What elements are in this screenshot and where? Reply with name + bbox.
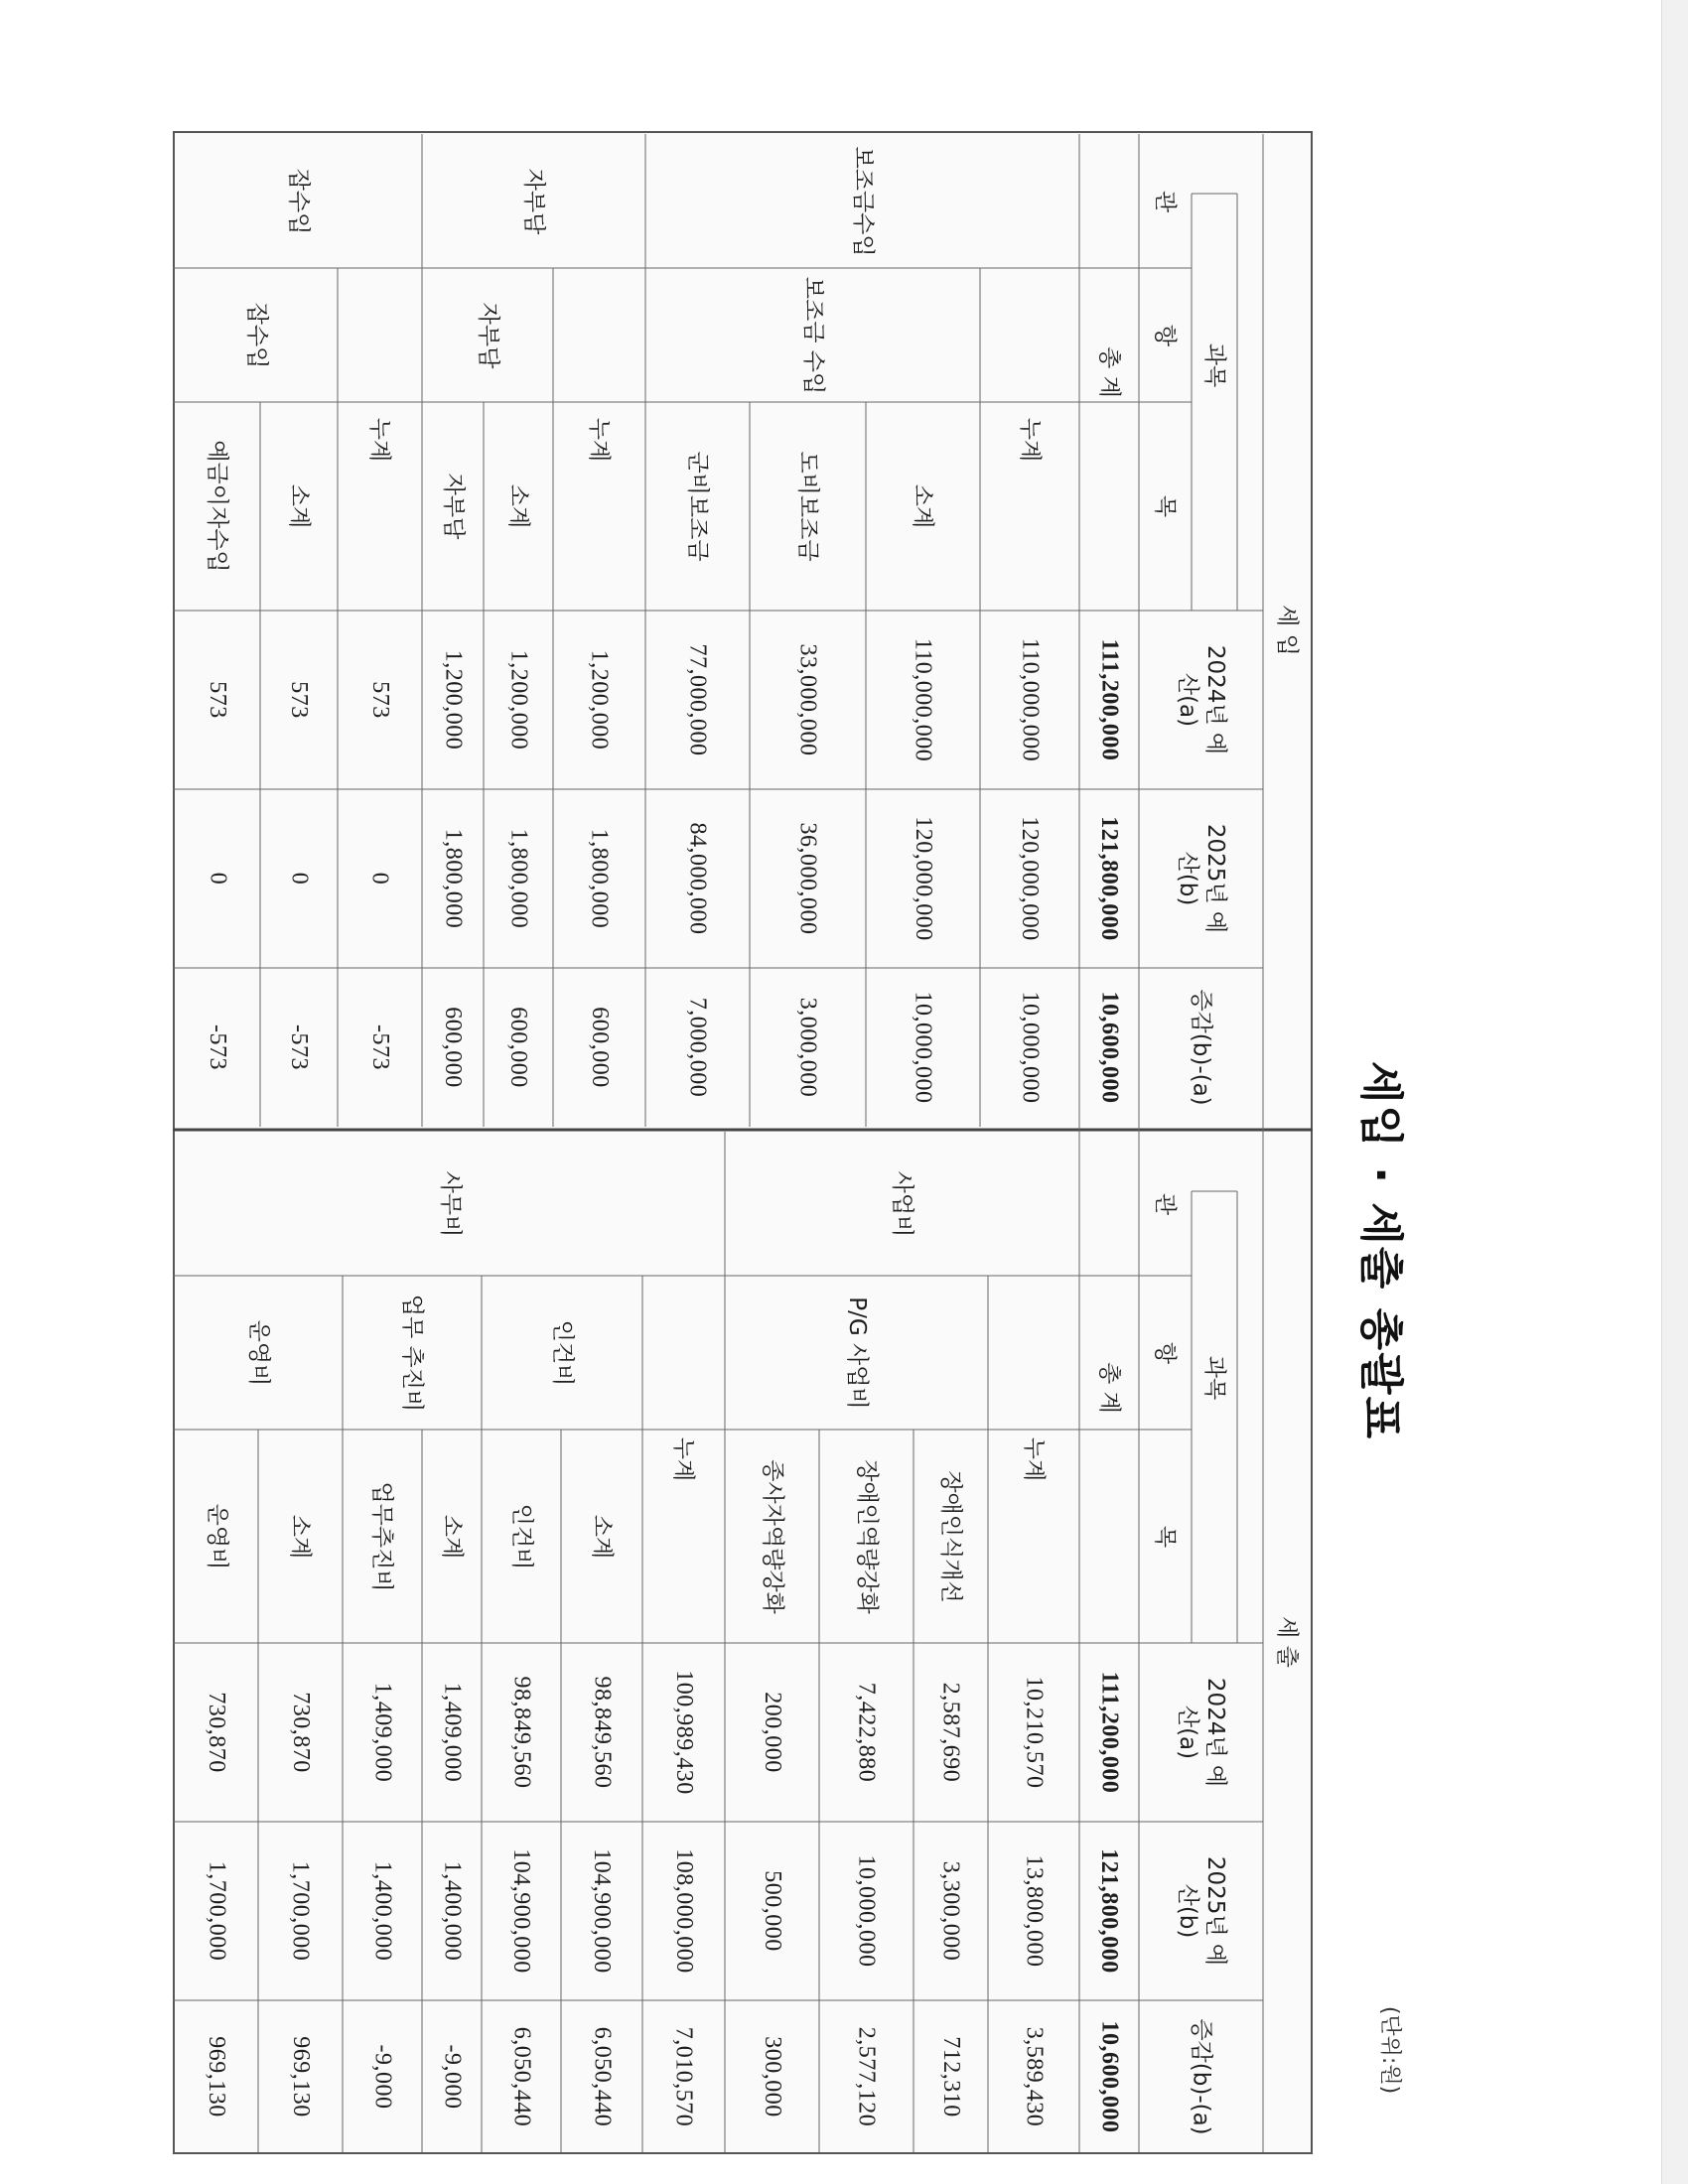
expenditure-item-2024: 98,849,560 [508,1676,534,1789]
revenue-subject-header: 과목 [1201,342,1227,387]
revenue-item-2025: 84,000,000 [684,822,711,935]
revenue-subtotal-2025: 120,000,000 [910,816,936,941]
expenditure-item-diff: 2,577,120 [853,2026,880,2126]
revenue-subtotal-2024: 110,000,000 [910,637,936,762]
expenditure-item-2025: 3,300,000 [937,1860,964,1962]
expenditure-grand-total-2025: 121,800,000 [1096,1848,1122,1974]
expenditure-hang-header: 항 [1152,1341,1179,1364]
page-title: 세입 · 세출 총괄표 [1355,1060,1406,1441]
revenue-hang-misc: 잡수입 [243,302,269,368]
expenditure-item-diff: 712,310 [937,2035,964,2117]
expenditure-2025-header: 2025년 예산(b) [1174,1855,1228,1967]
revenue-2024-header: 2024년 예산(a) [1174,644,1228,755]
expenditure-gwan-total-2024: 100,989,430 [670,1670,697,1795]
expenditure-item-diff: 300,000 [759,2035,785,2117]
expenditure-subtotal-2024: 730,870 [287,1692,314,1773]
expenditure-item-diff: 969,130 [204,2035,229,2117]
expenditure-item-label: 인건비 [508,1503,534,1570]
expenditure-hang-operating: 운영비 [245,1319,272,1386]
revenue-grand-total-2025: 121,800,000 [1096,816,1122,941]
revenue-item-diff: 3,000,000 [794,997,821,1098]
expenditure-item-label: 업무추진비 [369,1480,395,1592]
revenue-subtotal-label: 소계 [286,483,312,529]
expenditure-subtotal-diff: 6,050,440 [589,2026,615,2126]
revenue-hang-total-diff: -573 [366,1024,393,1070]
revenue-subtotal-2024: 1,200,000 [505,649,531,751]
revenue-hang-total-2025: 1,800,000 [586,828,613,929]
expenditure-subtotal-diff: -9,000 [439,2044,465,2109]
expenditure-item-2025: 1,400,000 [369,1860,395,1962]
revenue-subtotal-diff: 600,000 [505,1007,531,1088]
revenue-item-diff: 600,000 [440,1007,466,1088]
expenditure-diff-header: 증감(b)-(a) [1188,2017,1214,2135]
revenue-mok-header: 목 [1152,494,1179,518]
revenue-diff-header: 증감(b)-(a) [1188,989,1214,1106]
expenditure-item-diff: 6,050,440 [508,2026,534,2126]
revenue-item-2024: 573 [205,681,230,719]
expenditure-subtotal-diff: 969,130 [287,2035,314,2117]
revenue-grand-total-diff: 10,600,000 [1096,991,1122,1104]
revenue-subtotal-diff: -573 [286,1024,312,1070]
revenue-grand-total-2024: 111,200,000 [1096,638,1123,761]
expenditure-gwan-total-2025: 108,000,000 [670,1848,697,1974]
expenditure-hang-personnel: 인건비 [549,1319,575,1386]
revenue-subtotal-label: 소계 [505,483,531,529]
revenue-item-label: 도비보조금 [794,451,821,562]
expenditure-hang-pg: P/G 사업비 [843,1296,870,1410]
expenditure-item-2024: 200,000 [759,1692,785,1773]
revenue-gwan-subsidy: 보조금수입 [849,145,876,257]
revenue-grand-total-label: 총 계 [1096,346,1122,398]
expenditure-subtotal-label: 소계 [439,1514,465,1559]
expenditure-item-2024: 730,870 [204,1692,229,1773]
expenditure-hang-business: 업무 추진비 [399,1294,425,1412]
revenue-gwan-self: 자부담 [520,168,547,234]
revenue-hang-total-2025: 120,000,000 [1017,816,1043,941]
revenue-item-diff: -573 [205,1024,230,1070]
expenditure-gwan-program: 사업비 [889,1170,915,1237]
revenue-item-label: 예금이자수입 [205,440,230,573]
revenue-hang-header: 항 [1152,324,1179,346]
expenditure-item-2025: 500,000 [759,1870,785,1952]
revenue-hang-total-2024: 573 [366,681,393,719]
revenue-item-2024: 1,200,000 [440,649,466,751]
expenditure-gwan-header: 관 [1152,1192,1179,1215]
expenditure-hang-total-2024: 10,210,570 [1021,1676,1047,1789]
revenue-hang-total-label: 누계 [586,417,613,462]
expenditure-item-label: 종사자역량강화 [759,1458,785,1614]
expenditure-gwan-admin: 사무비 [437,1170,463,1237]
revenue-item-2024: 77,000,000 [684,643,711,756]
unit-note: (단위:원) [1377,2005,1402,2095]
revenue-item-label: 군비보조금 [684,451,711,562]
revenue-subtotal-2025: 1,800,000 [505,828,531,929]
expenditure-subtotal-2025: 104,900,000 [589,1848,615,1974]
revenue-hang-total-label: 누계 [1017,417,1043,462]
expenditure-item-2025: 10,000,000 [853,1854,880,1968]
expenditure-subtotal-label: 소계 [287,1514,314,1559]
revenue-subtotal-label: 소계 [910,483,936,529]
revenue-hang-total-2024: 1,200,000 [586,649,613,751]
revenue-hang-total-diff: 10,000,000 [1017,991,1043,1104]
expenditure-subtotal-label: 소계 [589,1514,615,1559]
expenditure-section-header: 세 출 [1274,1616,1300,1668]
revenue-gwan-header: 관 [1152,190,1179,212]
expenditure-2024-header: 2024년 예산(a) [1174,1677,1228,1788]
revenue-item-diff: 7,000,000 [684,997,711,1098]
expenditure-subtotal-2024: 1,409,000 [439,1682,465,1783]
expenditure-item-diff: -9,000 [369,2044,395,2109]
expenditure-grand-total-diff: 10,600,000 [1096,2020,1122,2132]
revenue-item-2025: 0 [205,872,230,886]
expenditure-hang-total-diff: 3,589,430 [1021,2026,1047,2126]
revenue-hang-subsidy: 보조금 수입 [799,276,826,394]
revenue-hang-total-diff: 600,000 [586,1007,613,1088]
expenditure-item-label: 장애인역량강화 [853,1458,880,1614]
revenue-subtotal-2024: 573 [286,681,312,719]
expenditure-grand-total-label: 총 계 [1096,1361,1122,1414]
revenue-item-label: 자부담 [440,473,466,540]
expenditure-hang-total-2025: 13,800,000 [1021,1854,1047,1968]
revenue-item-2024: 33,000,000 [794,643,821,756]
expenditure-item-2024: 2,587,690 [937,1682,964,1783]
expenditure-mok-header: 목 [1152,1525,1179,1548]
revenue-item-2025: 1,800,000 [440,828,466,929]
expenditure-item-2025: 1,700,000 [204,1860,229,1962]
expenditure-hang-total-label: 누계 [1021,1436,1047,1482]
revenue-hang-total-2024: 110,000,000 [1017,637,1044,762]
revenue-gwan-misc: 잡수입 [285,168,312,234]
expenditure-item-label: 장애인식개선 [937,1469,964,1603]
expenditure-item-2024: 1,409,000 [369,1682,395,1783]
revenue-section-header: 세 입 [1274,605,1300,656]
revenue-2025-header: 2025년 예산(b) [1174,823,1228,934]
revenue-hang-self: 자부담 [475,302,500,368]
expenditure-gwan-total-diff: 7,010,570 [670,2026,697,2126]
expenditure-item-2025: 104,900,000 [508,1848,534,1974]
expenditure-subtotal-2025: 1,400,000 [439,1860,465,1962]
revenue-hang-total-2025: 0 [366,872,393,886]
expenditure-item-2024: 7,422,880 [853,1682,880,1783]
revenue-subtotal-2025: 0 [286,872,312,886]
revenue-item-2025: 36,000,000 [794,822,821,935]
expenditure-subtotal-2025: 1,700,000 [287,1860,314,1962]
expenditure-item-label: 운영비 [204,1503,229,1570]
revenue-subtotal-diff: 10,000,000 [910,991,936,1104]
expenditure-subtotal-2024: 98,849,560 [589,1676,615,1789]
expenditure-subject-header: 과목 [1201,1355,1227,1400]
revenue-hang-total-label: 누계 [366,417,393,462]
expenditure-grand-total-2024: 111,200,000 [1096,1671,1123,1794]
expenditure-gwan-total-label: 누계 [670,1436,697,1482]
